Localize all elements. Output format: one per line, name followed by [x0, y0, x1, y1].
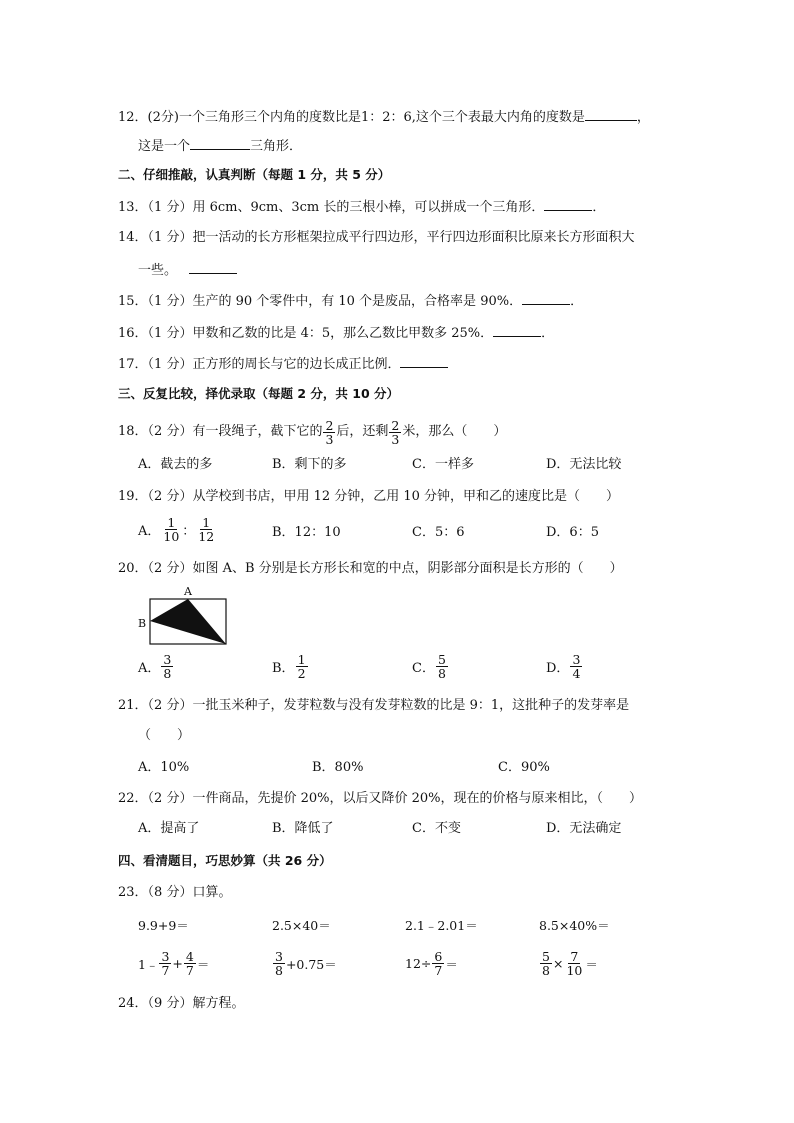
- shaded-triangle: [150, 599, 226, 644]
- option-c[interactable]: C．5：6: [412, 525, 465, 540]
- calc-item: 2.5×40＝: [272, 918, 331, 933]
- option-c[interactable]: C． $\frac{5}{8}$: [412, 652, 446, 681]
- fraction: $\frac{1}{10}$: [163, 515, 180, 544]
- option-d[interactable]: D．无法比较: [546, 457, 622, 472]
- option-b[interactable]: B． $\frac{1}{2}$: [272, 652, 306, 681]
- section-3-title: 三、反复比较，择优录取（每题 2 分，共 10 分）: [118, 386, 400, 401]
- fraction: $\frac{4}{7}$: [185, 949, 194, 978]
- option-a[interactable]: A． $\frac{3}{8}$: [138, 652, 172, 681]
- option-b[interactable]: B．80%: [312, 760, 364, 775]
- option-c[interactable]: C．一样多: [412, 457, 474, 472]
- answer-blank[interactable]: [522, 290, 570, 305]
- question-12-line2: 这是一个 三角形．: [138, 135, 302, 157]
- fraction: $\frac{7}{10}$: [566, 949, 583, 978]
- label-b: B: [138, 617, 147, 630]
- fraction: $\frac{3}{7}$: [161, 949, 170, 978]
- rectangle-figure: [138, 585, 233, 651]
- calc-item: $\frac{5}{8}$ × $\frac{7}{10}$ ＝: [542, 949, 598, 978]
- question-13: 13．（1 分）用 6cm、9cm、3cm 长的三根小棒，可以拼成一个三角形． ．: [118, 196, 605, 218]
- option-c[interactable]: C．90%: [498, 760, 550, 775]
- question-22: 22．（2 分）一件商品，先提价 20%，以后又降价 20%，现在的价格与原来相比，（ ）: [118, 791, 642, 806]
- label-a: A: [184, 585, 192, 598]
- fraction: $\frac{3}{8}$: [275, 949, 283, 978]
- question-19: 19．（2 分）从学校到书店，甲用 12 分钟，乙用 10 分钟，甲和乙的速度比是（ ）: [118, 489, 620, 504]
- answer-blank[interactable]: [189, 259, 237, 274]
- fraction: $\frac{3}{4}$: [572, 652, 581, 681]
- option-a[interactable]: A．提高了: [138, 821, 200, 836]
- fraction: $\frac{1}{2}$: [297, 652, 306, 681]
- option-d[interactable]: D．无法确定: [546, 821, 622, 836]
- option-b[interactable]: B．12：10: [272, 525, 341, 540]
- question-12-line1: 12．(2分)一个三角形三个内角的度数比是1：2：6,这个三个表最大内角的度数是 ，: [118, 106, 650, 128]
- answer-blank[interactable]: [585, 106, 637, 121]
- option-b[interactable]: B．剩下的多: [272, 457, 347, 472]
- answer-blank[interactable]: [544, 196, 592, 211]
- option-a[interactable]: A． $\frac{1}{10}$ ： $\frac{1}{12}$: [138, 515, 215, 544]
- option-c[interactable]: C．不变: [412, 821, 461, 836]
- option-d[interactable]: D． $\frac{3}{4}$: [546, 652, 581, 681]
- fraction: $\frac{2}{3}$: [325, 417, 334, 447]
- answer-blank[interactable]: [493, 322, 541, 337]
- calc-item: 2.1﹣2.01＝: [405, 918, 478, 933]
- question-14-line2: 一些。: [138, 259, 237, 281]
- fraction: $\frac{5}{8}$: [437, 652, 446, 681]
- fraction: $\frac{5}{8}$: [542, 949, 550, 978]
- option-d[interactable]: D．6：5: [546, 525, 599, 540]
- fraction: $\frac{1}{12}$: [198, 515, 215, 544]
- question-21-line2: （ ）: [138, 728, 191, 743]
- answer-blank[interactable]: [400, 353, 448, 368]
- shaded-triangle-diagram: [138, 585, 233, 647]
- question-14-line1: 14．（1 分）把一活动的长方形框架拉成平行四边形，平行四边形面积比原来长方形面积大: [118, 230, 635, 245]
- question-24: 24．（9 分）解方程。: [118, 996, 245, 1011]
- question-20: 20．（2 分）如图 A、B 分别是长方形长和宽的中点，阴影部分面积是长方形的（ ）: [118, 561, 623, 576]
- calc-item: $\frac{3}{8}$ +0.75＝: [275, 949, 337, 978]
- answer-blank[interactable]: [190, 135, 250, 150]
- section-2-title: 二、仔细推敲，认真判断（每题 1 分，共 5 分）: [118, 167, 391, 182]
- calc-item: 12÷ $\frac{6}{7}$ ＝: [405, 949, 458, 978]
- question-18: 18．（2 分）有一段绳子，截下它的 $\frac{2}{3}$ 后，还剩 $\frac{2}{3}$ 米，那么（ ）: [118, 417, 507, 447]
- question-21-line1: 21．（2 分）一批玉米种子，发芽粒数与没有发芽粒数的比是 9：1，这批种子的发芽率是: [118, 698, 630, 713]
- fraction: $\frac{6}{7}$: [434, 949, 443, 978]
- question-17: 17．（1 分）正方形的周长与它的边长成正比例．: [118, 353, 448, 375]
- question-23: 23．（8 分）口算。: [118, 885, 232, 900]
- section-4-title: 四、看清题目，巧思妙算（共 26 分）: [118, 853, 332, 868]
- calc-item: 1﹣ $\frac{3}{7}$ + $\frac{4}{7}$ ＝: [138, 949, 210, 978]
- question-16: 16．（1 分）甲数和乙数的比是 4：5，那么乙数比甲数多 25%． ．: [118, 322, 554, 344]
- question-15: 15．（1 分）生产的 90 个零件中，有 10 个是废品，合格率是 90%． ．: [118, 290, 583, 312]
- fraction: $\frac{2}{3}$: [391, 417, 400, 447]
- calc-item: 8.5×40%＝: [539, 918, 610, 933]
- fraction: $\frac{3}{8}$: [163, 652, 172, 681]
- option-b[interactable]: B．降低了: [272, 821, 334, 836]
- calc-item: 9.9+9＝: [138, 918, 189, 933]
- option-a[interactable]: A．10%: [138, 760, 190, 775]
- option-a[interactable]: A．截去的多: [138, 457, 213, 472]
